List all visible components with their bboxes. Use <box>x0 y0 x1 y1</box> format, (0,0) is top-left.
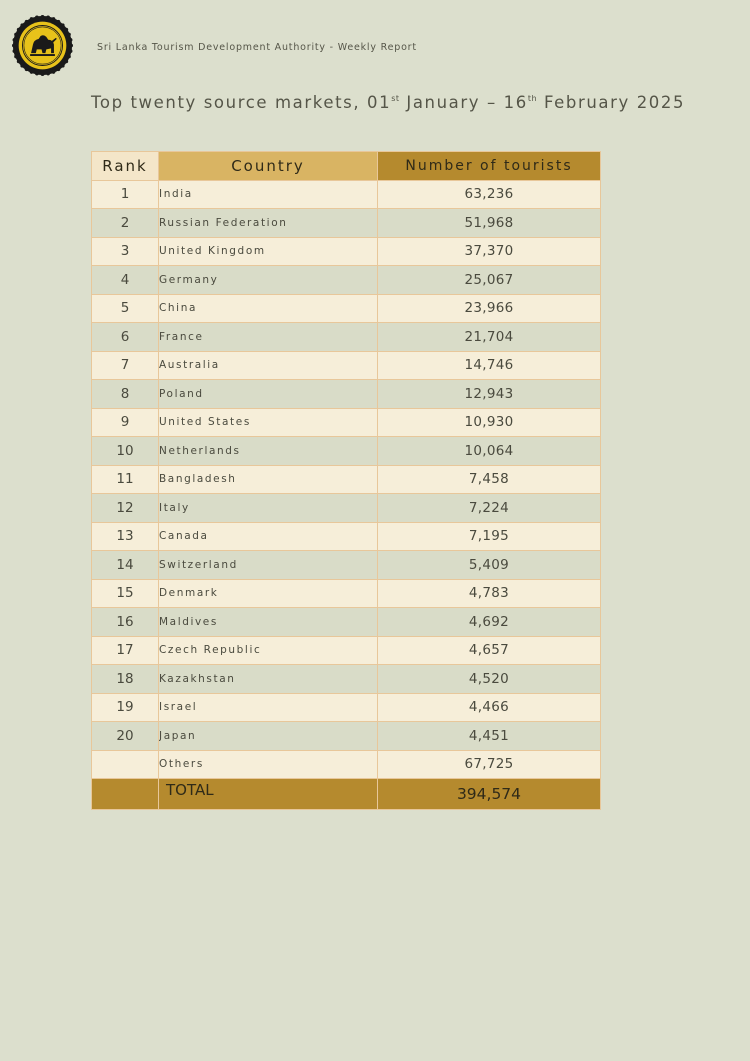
rank-cell: 18 <box>92 665 159 694</box>
rank-cell: 15 <box>92 579 159 608</box>
total-label: TOTAL <box>159 779 378 810</box>
rank-cell: 8 <box>92 380 159 409</box>
country-cell: Bangladesh <box>159 465 378 494</box>
tourists-cell: 7,458 <box>378 465 601 494</box>
header-rank: Rank <box>92 152 159 181</box>
table-row <box>92 750 601 779</box>
rank-cell: 14 <box>92 551 159 580</box>
country-cell: India <box>159 180 378 209</box>
rank-cell: 11 <box>92 465 159 494</box>
rank-cell: 12 <box>92 494 159 523</box>
tourists-cell: 4,783 <box>378 579 601 608</box>
title-middle: January – 16 <box>399 93 528 112</box>
tourists-cell: 10,930 <box>378 408 601 437</box>
country-cell: Switzerland <box>159 551 378 580</box>
table-row <box>92 209 601 238</box>
rank-cell: 9 <box>92 408 159 437</box>
total-rank-cell <box>92 779 159 810</box>
header-number-of-tourists: Number of tourists <box>378 152 601 181</box>
table-row <box>92 294 601 323</box>
tourists-cell: 7,224 <box>378 494 601 523</box>
tourists-cell: 14,746 <box>378 351 601 380</box>
tourists-cell: 5,409 <box>378 551 601 580</box>
table-row <box>92 237 601 266</box>
tourists-cell: 63,236 <box>378 180 601 209</box>
rank-cell: 1 <box>92 180 159 209</box>
tourists-cell: 23,966 <box>378 294 601 323</box>
tourists-cell: 12,943 <box>378 380 601 409</box>
rank-cell: 10 <box>92 437 159 466</box>
table-row <box>92 551 601 580</box>
rank-cell: 6 <box>92 323 159 352</box>
rank-cell: 20 <box>92 722 159 751</box>
tourists-cell: 4,451 <box>378 722 601 751</box>
country-cell: Denmark <box>159 579 378 608</box>
country-cell: Russian Federation <box>159 209 378 238</box>
tourists-cell: 51,968 <box>378 209 601 238</box>
table-header-row <box>92 152 601 181</box>
header-country: Country <box>159 152 378 181</box>
country-cell: Australia <box>159 351 378 380</box>
table-row <box>92 665 601 694</box>
country-cell: Italy <box>159 494 378 523</box>
report-title <box>91 93 685 112</box>
tourists-cell: 4,520 <box>378 665 601 694</box>
total-row <box>92 779 601 810</box>
table-row <box>92 323 601 352</box>
rank-cell: 16 <box>92 608 159 637</box>
title-prefix: Top twenty source markets, 01 <box>91 93 392 112</box>
country-cell: Israel <box>159 693 378 722</box>
table-row <box>92 266 601 295</box>
rank-cell: 5 <box>92 294 159 323</box>
table-row <box>92 636 601 665</box>
country-cell: Others <box>159 750 378 779</box>
country-cell: United Kingdom <box>159 237 378 266</box>
table-row <box>92 494 601 523</box>
table-row <box>92 380 601 409</box>
table-row <box>92 522 601 551</box>
country-cell: Germany <box>159 266 378 295</box>
tourists-cell: 67,725 <box>378 750 601 779</box>
country-cell: France <box>159 323 378 352</box>
table-row <box>92 465 601 494</box>
title-superscript-st: st <box>391 94 400 103</box>
source-markets-table <box>91 151 601 810</box>
country-cell: Canada <box>159 522 378 551</box>
rank-cell: 19 <box>92 693 159 722</box>
rank-cell <box>92 750 159 779</box>
tourists-cell: 10,064 <box>378 437 601 466</box>
country-cell: Maldives <box>159 608 378 637</box>
total-value: 394,574 <box>378 779 601 810</box>
sri-lanka-lion-emblem-icon <box>12 15 73 76</box>
table-row <box>92 608 601 637</box>
tourists-cell: 37,370 <box>378 237 601 266</box>
tourists-cell: 7,195 <box>378 522 601 551</box>
table-row <box>92 408 601 437</box>
country-cell: Netherlands <box>159 437 378 466</box>
tourists-cell: 21,704 <box>378 323 601 352</box>
tourists-cell: 4,692 <box>378 608 601 637</box>
tourists-cell: 4,466 <box>378 693 601 722</box>
table-row <box>92 722 601 751</box>
table-row <box>92 693 601 722</box>
title-suffix: February 2025 <box>537 93 686 112</box>
table-row <box>92 437 601 466</box>
title-superscript-th: th <box>527 94 538 103</box>
rank-cell: 7 <box>92 351 159 380</box>
rank-cell: 2 <box>92 209 159 238</box>
table-row <box>92 579 601 608</box>
table-row <box>92 351 601 380</box>
rank-cell: 3 <box>92 237 159 266</box>
country-cell: China <box>159 294 378 323</box>
country-cell: Poland <box>159 380 378 409</box>
country-cell: Japan <box>159 722 378 751</box>
rank-cell: 13 <box>92 522 159 551</box>
tourists-cell: 25,067 <box>378 266 601 295</box>
country-cell: Kazakhstan <box>159 665 378 694</box>
rank-cell: 17 <box>92 636 159 665</box>
table-row <box>92 180 601 209</box>
country-cell: Czech Republic <box>159 636 378 665</box>
country-cell: United States <box>159 408 378 437</box>
rank-cell: 4 <box>92 266 159 295</box>
tourists-cell: 4,657 <box>378 636 601 665</box>
report-header: Sri Lanka Tourism Development Authority - Weekly Report <box>97 42 417 53</box>
